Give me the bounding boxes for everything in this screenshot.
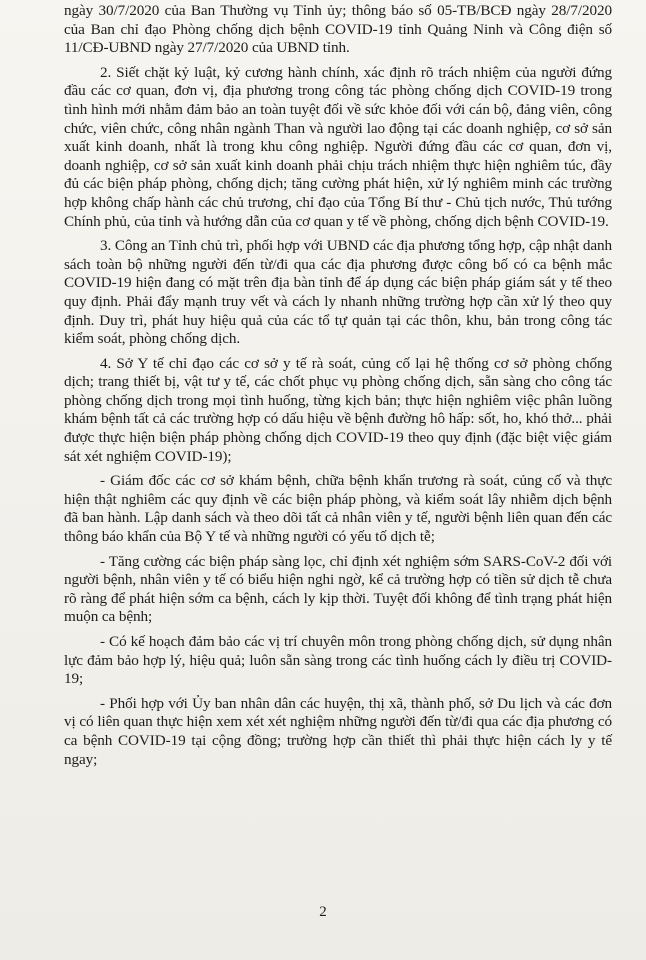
paragraph-bullet-1: - Giám đốc các cơ sở khám bệnh, chữa bệnh khẩn trương rà soát, củng cố và thực hiện thật nghiêm các quy định về các biện pháp phòng, và kiểm soát lây nhiễm dịch bệnh đã ban hành. Lập danh sách và theo dõi tất cả nhân viên y tế, người bệnh liên quan đến các thông báo khẩn của Bộ Y tế và những người có yếu tố dịch tễ; bbox=[64, 472, 612, 546]
paragraph-bullet-2: - Tăng cường các biện pháp sàng lọc, chỉ định xét nghiệm sớm SARS-CoV-2 đối với người bệnh, nhân viên y tế có biểu hiện nghi ngờ, kể cả trường hợp có tiền sử dịch tễ chưa rõ ràng để phát hiện sớm ca bệnh, cách ly kịp thời. Tuyệt đối không để tình trạng phát hiện muộn ca bệnh; bbox=[64, 552, 612, 626]
paragraph-bullet-4: - Phối hợp với Ủy ban nhân dân các huyện, thị xã, thành phố, sở Du lịch và các đơn vị có liên quan thực hiện xem xét xét nghiệm những người đến từ/đi qua các địa phương có ca bệnh COVID-19 tại cộng đồng; trường hợp cần thiết thì phải thực hiện cách ly y tế ngay; bbox=[64, 694, 612, 768]
paragraph-item-3: 3. Công an Tỉnh chủ trì, phối hợp với UBND các địa phương tổng hợp, cập nhật danh sách toàn bộ những người đến từ/đi qua các địa phương được công bố có ca bệnh mắc COVID-19 hiện đang có mặt trên địa bàn tỉnh để áp dụng các biện pháp giám sát y tế theo quy định. Phải đẩy mạnh truy vết và cách ly nhanh những trường hợp cần xử lý theo quy định. Duy trì, phát huy hiệu quả của các tổ tự quản tại các thôn, khu, bản trong công tác kiểm soát, phòng chống dịch. bbox=[64, 237, 612, 348]
paragraph-item-2: 2. Siết chặt kỷ luật, kỷ cương hành chính, xác định rõ trách nhiệm của người đứng đầu các cơ quan, đơn vị, địa phương trong công tác phòng chống dịch COVID-19 trong tình hình mới nhằm đảm bảo an toàn tuyệt đối về sức khỏe đối với cán bộ, đảng viên, công chức, viên chức, công nhân ngành Than và người lao động tại các doanh nghiệp, cơ sở sản xuất kinh doanh, nhất là trong khu công nghiệp. Người đứng đầu các cơ quan, đơn vị, doanh nghiệp, cơ sở sản xuất kinh doanh phải chịu trách nhiệm thực hiện nghiêm túc, đầy đủ các biện pháp phòng, chống dịch; tăng cường phát hiện, xử lý nghiêm minh các trường hợp không chấp hành các chủ trương, chỉ đạo của Tổng Bí thư - Chủ tịch nước, Thủ tướng Chính phủ, của tỉnh và hướng dẫn của cơ quan y tế về phòng, chống dịch bệnh COVID-19. bbox=[64, 63, 612, 230]
paragraph-intro-continuation: ngày 30/7/2020 của Ban Thường vụ Tỉnh ủy; thông báo số 05-TB/BCĐ ngày 28/7/2020 của Ban chỉ đạo Phòng chống dịch bệnh COVID-19 tỉnh Quảng Ninh và Công điện số 11/CĐ-UBND ngày 27/7/2020 của UBND tỉnh. bbox=[64, 2, 612, 57]
paragraph-item-4: 4. Sở Y tế chỉ đạo các cơ sở y tế rà soát, củng cố lại hệ thống cơ sở phòng chống dịch; trang thiết bị, vật tư y tế, các chốt phục vụ phòng chống dịch, sẵn sàng cho công tác phòng chống dịch trong mọi tình huống, từng kịch bản; thực hiện nghiêm việc phân luồng khám bệnh tất cả các trường hợp có dấu hiệu về bệnh đường hô hấp: sốt, ho, khó thở... phải được thực hiện biện pháp phòng chống dịch COVID-19 theo quy định (đặc biệt việc giám sát xét nghiệm COVID-19); bbox=[64, 354, 612, 465]
page-number: 2 bbox=[319, 904, 327, 920]
paragraph-bullet-3: - Có kế hoạch đảm bảo các vị trí chuyên môn trong phòng chống dịch, sử dụng nhân lực đảm bảo hợp lý, hiệu quả; luôn sẵn sàng trong các tình huống cách ly điều trị COVID-19; bbox=[64, 633, 612, 688]
document-body bbox=[64, 2, 612, 775]
